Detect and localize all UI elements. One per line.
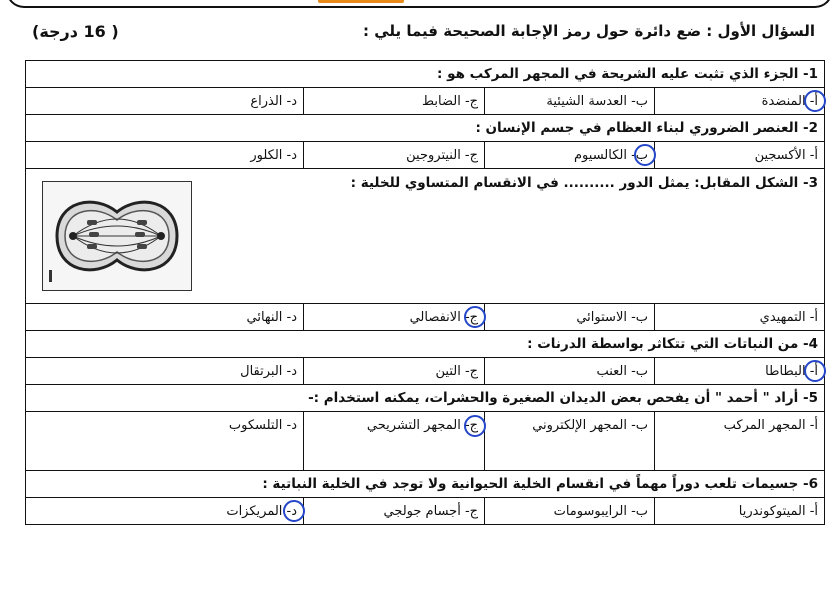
option-d[interactable]: د- المريكزات: [26, 498, 304, 525]
option-c[interactable]: ج- أجسام جولجي: [304, 498, 485, 525]
option-d[interactable]: د- التلسكوب: [26, 412, 304, 471]
question-row: [26, 115, 825, 142]
question-row: [26, 169, 825, 304]
option-b[interactable]: ب- العنب: [485, 358, 655, 385]
cell-division-icon: [43, 182, 191, 290]
answer-circle: [283, 500, 305, 522]
question-text: 3- الشكل المقابل: يمثل الدور .......... في الانقسام المتساوي للخلية :: [350, 175, 819, 191]
options-row: [26, 412, 825, 471]
option-b[interactable]: ب- الرايبوسومات: [485, 498, 655, 525]
question-row: [26, 385, 825, 412]
option-c[interactable]: ج- الانفصالي: [304, 304, 485, 331]
option-a[interactable]: أ- الميتوكوندريا: [655, 498, 825, 525]
option-a[interactable]: أ- البطاطا: [655, 358, 825, 385]
option-b[interactable]: ب- العدسة الشيئية: [485, 88, 655, 115]
question-row: [26, 471, 825, 498]
option-c[interactable]: ج- النيتروجين: [304, 142, 485, 169]
question-text: 2- العنصر الضروري لبناء العظام في جسم الإنسان :: [26, 115, 825, 142]
option-c[interactable]: ج- التين: [304, 358, 485, 385]
question-text: 1- الجزء الذي تثبت عليه الشريحة في المجهر المركب هو :: [26, 61, 825, 88]
option-c[interactable]: ج- الضابط: [304, 88, 485, 115]
question-row: [26, 61, 825, 88]
option-a[interactable]: أ- المنضدة: [655, 88, 825, 115]
quiz-table: [25, 60, 825, 525]
question-text: 4- من النباتات التي تتكاثر بواسطة الدرنات :: [26, 331, 825, 358]
option-d[interactable]: د- النهائي: [26, 304, 304, 331]
answer-circle: [464, 306, 486, 328]
option-a[interactable]: أ- التمهيدي: [655, 304, 825, 331]
option-d[interactable]: د- البرتقال: [26, 358, 304, 385]
question-text-with-figure: [26, 169, 825, 304]
answer-circle: [464, 415, 486, 437]
option-b[interactable]: ب- المجهر الإلكتروني: [485, 412, 655, 471]
question-title: السؤال الأول : ضع دائرة حول رمز الإجابة الصحيحة فيما يلي :: [362, 22, 815, 40]
options-row: [26, 142, 825, 169]
top-highlight-mark: [318, 0, 404, 3]
question-text: 6- جسيمات تلعب دوراً مهماً في انقسام الخلية الحيوانية ولا توجد في الخلية النباتية :: [26, 471, 825, 498]
option-d[interactable]: د- الذراع: [26, 88, 304, 115]
question-header: [0, 22, 837, 48]
option-d[interactable]: د- الكلور: [26, 142, 304, 169]
answer-circle: [804, 90, 826, 112]
option-a[interactable]: أ- المجهر المركب: [655, 412, 825, 471]
answer-circle: [804, 360, 826, 382]
option-c[interactable]: ج- المجهر التشريحي: [304, 412, 485, 471]
option-b[interactable]: ب- الكالسيوم: [485, 142, 655, 169]
options-row: [26, 88, 825, 115]
points-label: ( 16 درجة): [32, 22, 119, 41]
options-row: [26, 304, 825, 331]
mitosis-anaphase-figure: [42, 181, 192, 291]
options-row: [26, 498, 825, 525]
option-a[interactable]: أ- الأكسجين: [655, 142, 825, 169]
option-b[interactable]: ب- الاستوائي: [485, 304, 655, 331]
top-frame: [6, 0, 833, 8]
question-row: [26, 331, 825, 358]
answer-circle: [634, 144, 656, 166]
options-row: [26, 358, 825, 385]
question-text: 5- أراد " أحمد " أن يفحص بعض الديدان الصغيرة والحشرات، يمكنه استخدام :-: [26, 385, 825, 412]
